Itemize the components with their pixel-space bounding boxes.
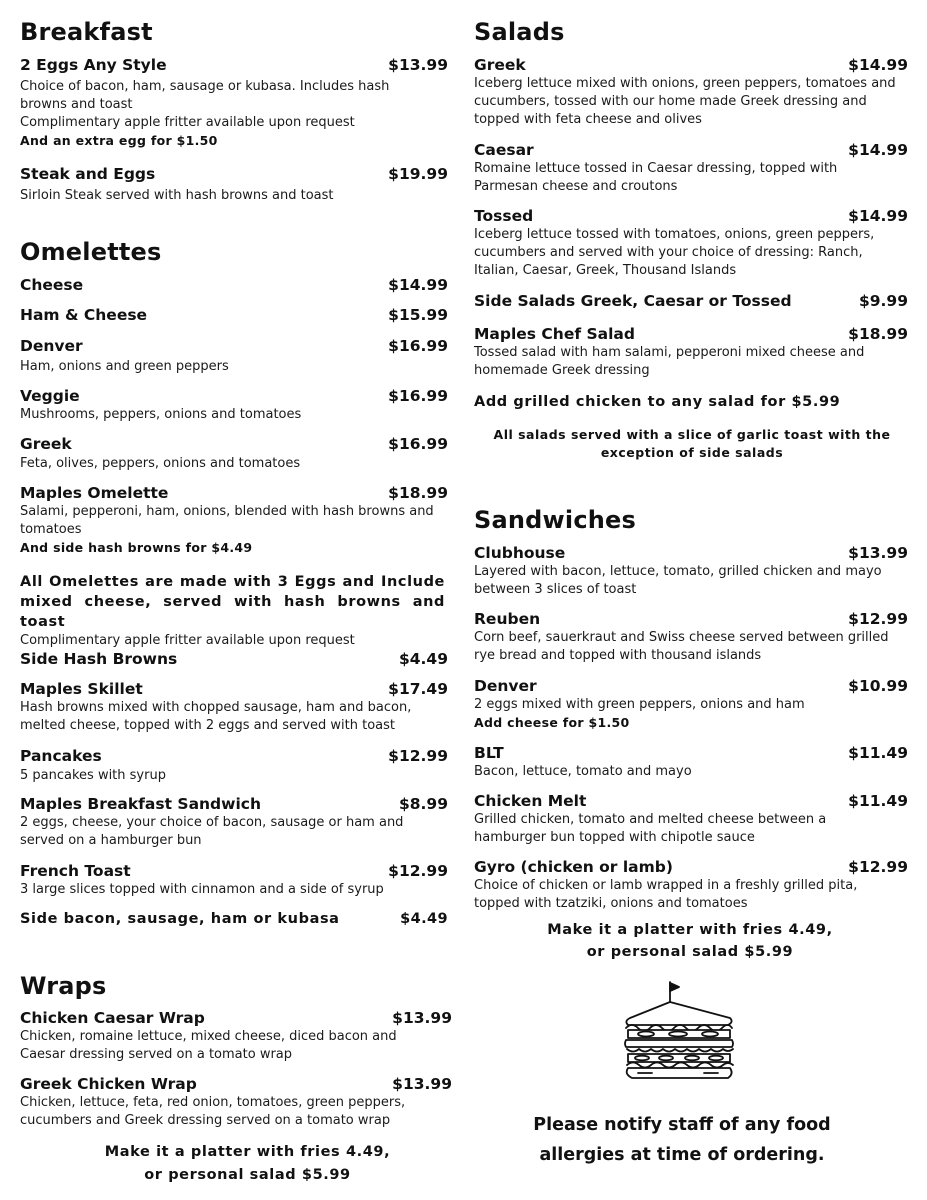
menu-item-maples-chef-salad (474, 325, 908, 380)
item-description: Feta, olives, peppers, onions and tomatoes (20, 456, 301, 471)
allergy-notice (500, 1110, 864, 1170)
item-name: Pancakes (20, 747, 102, 765)
item-name: Greek Chicken Wrap (20, 1075, 197, 1093)
item-description: Choice of bacon, ham, sausage or kubasa. Includes hash browns and toast (20, 79, 390, 112)
item-name: Chicken Melt (474, 792, 587, 810)
salads-note-text: All salads served with a slice of garlic toast with the exception of side salads (493, 427, 891, 460)
omelettes-note (20, 572, 450, 650)
item-price: $16.99 (388, 387, 448, 405)
menu-item-maples-omelette (20, 484, 450, 557)
item-name: Maples Skillet (20, 680, 143, 698)
item-description: Layered with bacon, lettuce, tomato, grilled chicken and mayo between 3 slices of toast (474, 564, 882, 597)
menu-item-veggie-omelette (20, 387, 450, 424)
item-description: Chicken, lettuce, feta, red onion, tomatoes, green peppers, cucumbers and Greek dressing served on a tomato wrap (20, 1095, 406, 1128)
item-description: Mushrooms, peppers, onions and tomatoes (20, 407, 302, 422)
menu-item-clubhouse (474, 544, 908, 599)
item-description: Iceberg lettuce mixed with onions, green peppers, tomatoes and cucumbers, tossed with our home made Greek dressing and topped with feta cheese and olives (474, 76, 896, 127)
item-name: Side Salads Greek, Caesar or Tossed (474, 292, 792, 310)
item-price: $18.99 (388, 484, 448, 502)
menu-item-side-bacon (20, 910, 450, 928)
item-name: Side Hash Browns (20, 650, 178, 668)
item-price: $18.99 (848, 325, 908, 343)
item-description: Iceberg lettuce tossed with tomatoes, onions, green peppers, cucumbers and served with your choice of dressing: Ranch, Italian, Caesar, Greek, Thousand Islands (474, 227, 875, 278)
item-description: Choice of chicken or lamb wrapped in a freshly grilled pita, topped with tzatziki, onions and tomatoes (474, 878, 858, 911)
item-price: $12.99 (848, 610, 908, 628)
sandwich-icon (618, 978, 740, 1090)
wraps-heading: Wraps (20, 972, 107, 1000)
menu-item-french-toast (20, 862, 450, 899)
breakfast-heading: Breakfast (20, 18, 153, 46)
item-description: Salami, pepperoni, ham, onions, blended with hash browns and tomatoes (20, 504, 434, 537)
menu-item-2-eggs (20, 56, 450, 150)
item-price: $14.99 (848, 56, 908, 74)
menu-item-greek-omelette (20, 435, 450, 473)
item-name: Steak and Eggs (20, 165, 156, 183)
item-description: 5 pancakes with syrup (20, 768, 166, 783)
item-price: $13.99 (388, 56, 448, 74)
allergy-line2: allergies at time of ordering. (539, 1145, 825, 1165)
item-price: $10.99 (848, 677, 908, 695)
item-description: 3 large slices topped with cinnamon and a side of syrup (20, 882, 384, 897)
item-price: $14.99 (388, 276, 448, 294)
item-extra: Add cheese for $1.50 (474, 715, 630, 730)
item-extra: And side hash browns for $4.49 (20, 540, 253, 555)
item-price: $12.99 (388, 747, 448, 765)
item-name: Veggie (20, 387, 80, 405)
item-price: $8.99 (398, 795, 448, 813)
item-description: Ham, onions and green peppers (20, 359, 229, 374)
menu-item-denver-sandwich (474, 677, 908, 732)
menu-item-cheese-omelette (20, 276, 450, 294)
menu-item-maples-breakfast-sandwich (20, 795, 450, 850)
item-description: Corn beef, sauerkraut and Swiss cheese served between grilled rye bread and topped with thousand islands (474, 630, 889, 663)
item-name: Reuben (474, 610, 541, 628)
item-name: Chicken Caesar Wrap (20, 1009, 205, 1027)
item-description: Grilled chicken, tomato and melted cheese between a hamburger bun topped with chipotle sauce (474, 812, 827, 845)
item-price: $9.99 (858, 292, 908, 310)
platter-note-line2: or personal salad $5.99 (144, 1167, 351, 1183)
menu-item-reuben (474, 610, 908, 665)
item-name: Maples Breakfast Sandwich (20, 795, 262, 813)
item-price: $13.99 (392, 1075, 452, 1093)
allergy-line1: Please notify staff of any food (533, 1115, 831, 1135)
item-name: Cheese (20, 276, 84, 294)
sandwiches-heading: Sandwiches (474, 506, 637, 534)
item-price: $13.99 (392, 1009, 452, 1027)
item-name: BLT (474, 744, 504, 762)
item-price: $13.99 (848, 544, 908, 562)
item-name: Ham & Cheese (20, 306, 148, 324)
salads-heading: Salads (474, 18, 565, 46)
omelettes-note-text: All Omelettes are made with 3 Eggs and Include mixed cheese, served with hash browns and toast (20, 574, 445, 630)
menu-item-side-salads (474, 292, 908, 310)
menu-item-greek-chicken-wrap (20, 1075, 452, 1130)
item-price: $11.49 (848, 792, 908, 810)
item-name: Greek (474, 56, 526, 74)
item-price: $14.99 (848, 207, 908, 225)
menu-item-pancakes (20, 747, 450, 785)
platter-note-line2: or personal salad $5.99 (586, 944, 794, 960)
menu-item-chicken-melt (474, 792, 908, 847)
item-name: Clubhouse (474, 544, 566, 562)
menu-item-tossed-salad (474, 207, 908, 280)
platter-note-line1: Make it a platter with fries 4.49, (104, 1144, 391, 1160)
menu-item-blt (474, 744, 908, 781)
item-price: $15.99 (388, 306, 448, 324)
item-name: Denver (474, 677, 537, 695)
item-price: $12.99 (848, 858, 908, 876)
sandwiches-platter-note (514, 920, 866, 962)
item-name: Tossed (474, 207, 534, 225)
item-price: $19.99 (388, 165, 448, 183)
menu-item-steak-and-eggs (20, 165, 450, 205)
item-name: Side bacon, sausage, ham or kubasa (20, 911, 340, 927)
item-name: Denver (20, 337, 83, 355)
menu-item-greek-salad (474, 56, 908, 129)
omelettes-heading: Omelettes (20, 238, 162, 266)
item-price: $14.99 (848, 141, 908, 159)
item-price: $4.49 (400, 911, 448, 927)
item-name: Greek (20, 435, 72, 453)
item-name: French Toast (20, 862, 131, 880)
item-name: Caesar (474, 141, 534, 159)
menu-item-gyro (474, 858, 908, 913)
menu-item-denver-omelette (20, 337, 450, 376)
item-extra: And an extra egg for $1.50 (20, 133, 218, 148)
menu-item-chicken-caesar-wrap (20, 1009, 452, 1064)
item-note: Complimentary apple fritter available upon request (20, 115, 355, 130)
menu-item-side-hash-browns (20, 650, 450, 668)
item-price: $12.99 (388, 862, 448, 880)
item-description: Chicken, romaine lettuce, mixed cheese, diced bacon and Caesar dressing served on a tomato wrap (20, 1029, 397, 1062)
item-description: Hash browns mixed with chopped sausage, ham and bacon, melted cheese, topped with 2 eggs and served with toast (20, 700, 412, 733)
salads-note (492, 426, 892, 462)
menu-item-maples-skillet (20, 680, 450, 735)
salads-addon (474, 392, 908, 412)
item-price: $11.49 (848, 744, 908, 762)
platter-note-line1: Make it a platter with fries 4.49, (547, 922, 833, 938)
item-description: Romaine lettuce tossed in Caesar dressing, topped with Parmesan cheese and croutons (474, 161, 838, 194)
item-name: Maples Chef Salad (474, 325, 635, 343)
menu-item-caesar-salad (474, 141, 908, 196)
addon-text: Add grilled chicken to any salad for $5.99 (474, 394, 841, 410)
item-name: 2 Eggs Any Style (20, 56, 167, 74)
wraps-platter-note (60, 1142, 435, 1185)
item-name: Maples Omelette (20, 484, 169, 502)
item-description: Tossed salad with ham salami, pepperoni mixed cheese and homemade Greek dressing (474, 345, 865, 378)
omelettes-note-fritter: Complimentary apple fritter available upon request (20, 633, 355, 648)
item-price: $16.99 (388, 337, 448, 355)
item-description: 2 eggs, cheese, your choice of bacon, sausage or ham and served on a hamburger bun (20, 815, 404, 848)
item-description: Bacon, lettuce, tomato and mayo (474, 764, 692, 779)
item-price: $4.49 (398, 650, 448, 668)
menu-item-ham-cheese-omelette (20, 306, 450, 324)
item-price: $16.99 (388, 435, 448, 453)
item-description: 2 eggs mixed with green peppers, onions and ham (474, 697, 805, 712)
item-price: $17.49 (388, 680, 448, 698)
item-description: Sirloin Steak served with hash browns and toast (20, 188, 334, 203)
item-name: Gyro (chicken or lamb) (474, 858, 673, 876)
